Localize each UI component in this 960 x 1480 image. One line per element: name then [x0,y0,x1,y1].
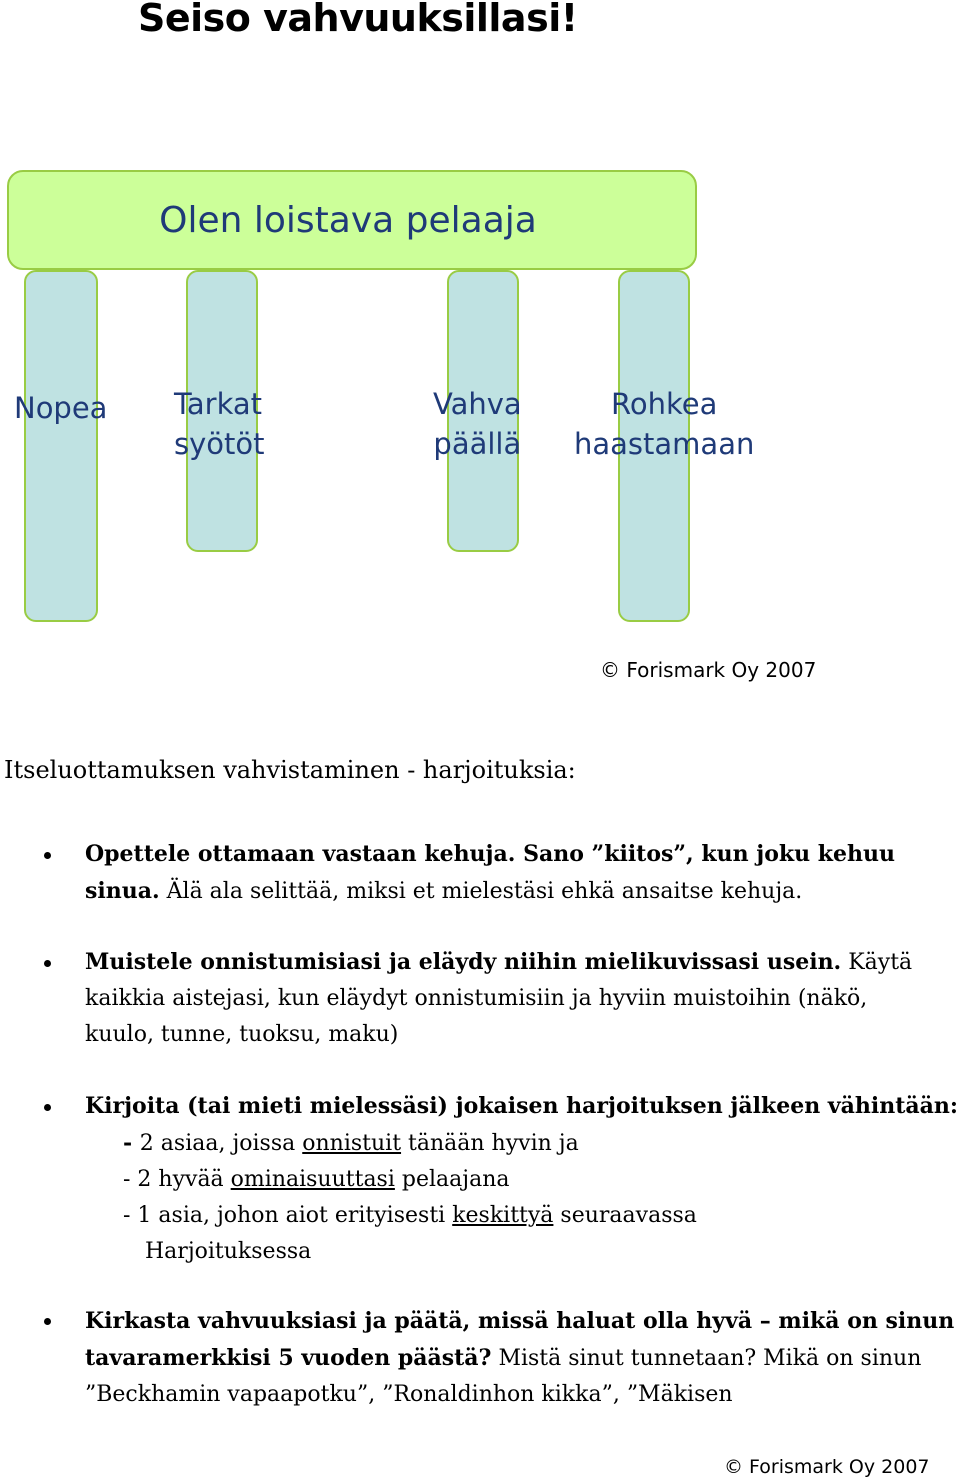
bullet-icon [44,852,56,864]
bullet-4-line-1: Kirkasta vahvuuksiasi ja päätä, missä haluat olla hyvä – mikä on sinun [85,1308,955,1334]
sub-item-1-text: 2 asiaa, joissa [139,1131,303,1156]
bullet-2-line-3: kuulo, tunne, tuoksu, maku) [85,1022,399,1047]
sub-item-2-text-end: pelaajana [394,1167,510,1192]
top-bar-label: Olen loistava pelaaja [159,199,537,241]
bullet-2-line-1-bold: Muistele onnistumisiasi ja eläydy niihin mielikuvissasi usein. [85,949,842,975]
bullet-3-text [85,1088,958,1270]
pillar-1 [24,270,98,622]
bullet-1-line-2: Älä ala selittää, miksi et mielestäsi ehkä ansaitse kehuja. [159,879,803,904]
pillar-label-rohkea-haastamaan [574,384,754,464]
sub-item-1-text-end: tänään hyvin ja [401,1131,579,1156]
bullet-1-line-1: Opettele ottamaan vastaan kehuja. Sano ”kiitos”, kun joku kehuu [85,841,896,867]
pillar-label-line: Rohkea [611,387,718,421]
pillar-label-tarkat-syotot [174,384,265,464]
copyright-notice-footer: © Forismark Oy 2007 [724,1456,930,1478]
bullet-3-line-1: Kirjoita (tai mieti mielessäsi) jokaisen harjoituksen jälkeen vähintään: [85,1093,959,1119]
section-heading: Itseluottamuksen vahvistamine​n - harjoituksia: [4,756,576,784]
sub-item-3-text: - 1 asia, johon aiot erityisesti [123,1203,453,1228]
bullet-icon [44,1318,56,1330]
bullet-2-text [85,944,912,1053]
pillar-label-line: haastamaan [574,427,755,461]
pillar-label-line: Tarkat [174,387,263,421]
bullet-2-line-1: Käytä [841,950,913,975]
bullet-4-line-2-bold: tavaramerkkisi 5 vuoden päästä? [85,1345,492,1371]
bullet-4-line-3: ”Beckhamin vapaapotku”, ”Ronaldinhon kikka”, ”Mäkisen [85,1382,733,1407]
page-title: Seiso vahvuuksillasi! [138,0,578,40]
sub-item-2-text: - 2 hyvää [123,1167,231,1192]
bullet-1-line-2-bold: sinua. [85,878,160,904]
bullet-1-text [85,836,895,910]
bullet-4-text [85,1303,954,1413]
bullet-icon [44,960,56,972]
sub-item-3-continuation: Harjoituksessa [145,1239,312,1264]
sub-item-2-underlined: ominaisuuttasi [230,1167,395,1192]
copyright-notice: © Forismark Oy 2007 [600,658,817,682]
pillar-label-line: Vahva [433,387,522,421]
pillar-label-line: päällä [433,427,522,461]
bullet-2-line-2: kaikkia aistejasi, kun eläydyt onnistumisiin ja hyviin muistoihin (näkö, [85,986,868,1011]
pillar-label-nopea [14,388,107,428]
bullet-icon [44,1104,56,1116]
sub-item-3-underlined: keskittyä [452,1203,554,1228]
sub-item-3-text-end: seuraavassa [553,1203,697,1228]
pillar-label-vahva-paalla [433,384,522,464]
sub-item-1-underlined: onnistuit [302,1131,402,1156]
pillar-label-line: syötöt [174,427,265,461]
bullet-4-line-2: Mistä sinut tunnetaan? Mikä on sinun [491,1346,922,1371]
pillar-diagram-top-bar [7,170,697,270]
sub-item-dash: - [123,1130,140,1156]
pillar-label-line: Nopea [14,391,108,425]
